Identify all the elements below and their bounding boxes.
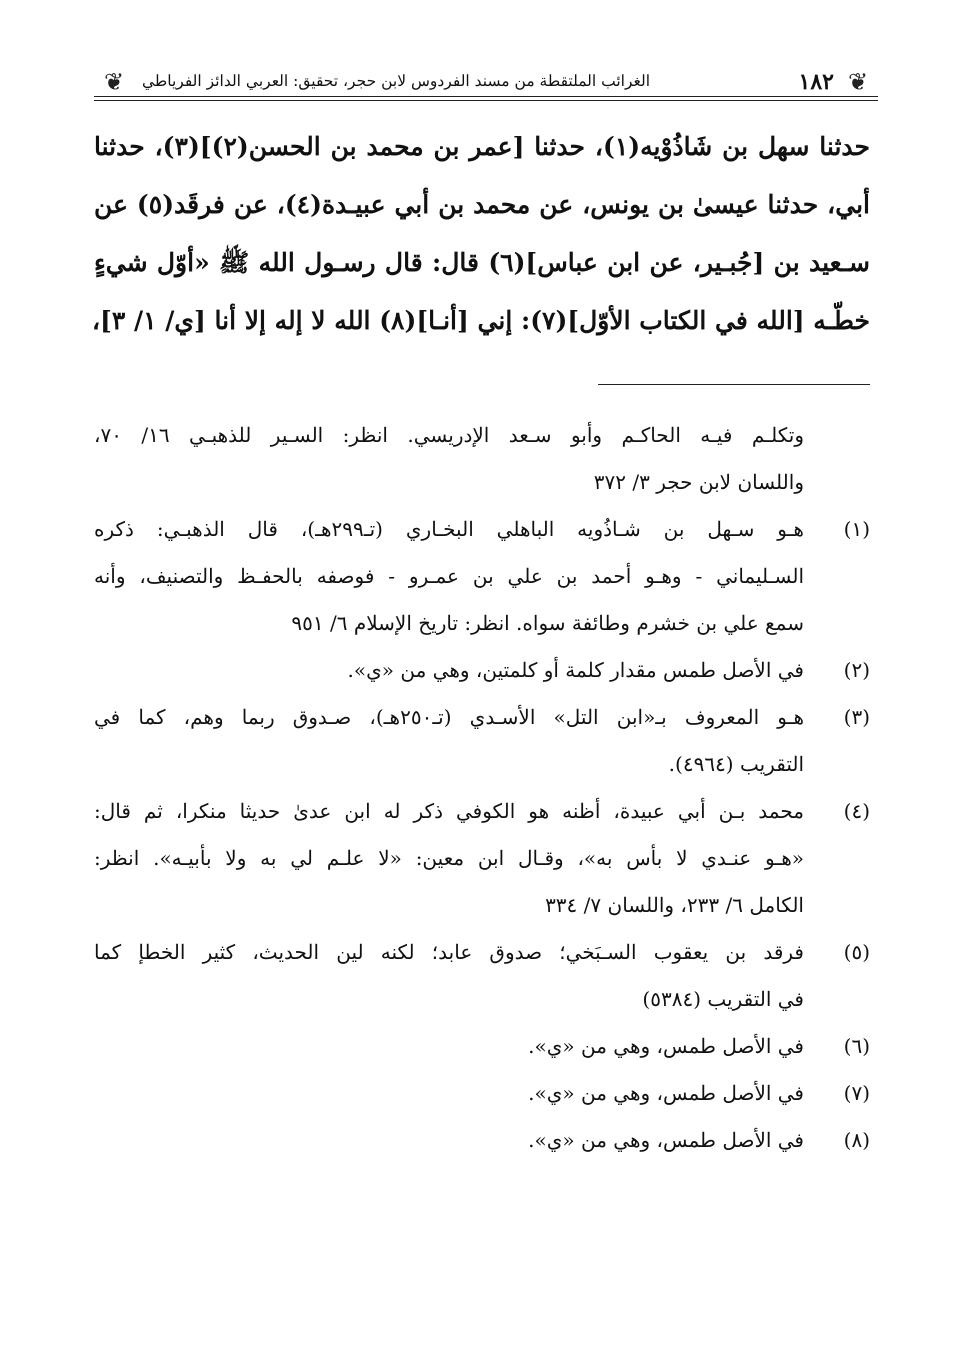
footnote-6 bbox=[94, 1023, 870, 1070]
footnote-line: السـليماني - وهـو أحمد بن علي بن عمـرو - فوصفه بالحفـظ والتصنيف، وأنه bbox=[94, 564, 804, 588]
footnote-2 bbox=[94, 647, 870, 694]
footnote-7 bbox=[94, 1070, 870, 1117]
floral-ornament-icon: ❦ bbox=[103, 68, 125, 96]
footnotes bbox=[94, 412, 870, 1164]
footnote-8 bbox=[94, 1117, 870, 1164]
footnote-line: وتكلـم فيـه الحاكـم وأبو سـعد الإدريسي. انظر: السـير للذهبـي ١٦/ ٧٠، bbox=[94, 423, 804, 447]
footnote-line: واللسان لابن حجر ٣/ ٣٧٢ bbox=[593, 470, 804, 494]
page-header bbox=[94, 66, 878, 100]
footnote-1 bbox=[94, 506, 870, 647]
footnote-number: (٦) bbox=[843, 1034, 870, 1058]
footnote-line: فرقد بن يعقوب السـبَخي؛ صدوق عابد؛ لكنه لين الحديث، كثير الخطإ كما bbox=[94, 940, 804, 964]
footnote-number: (٣) bbox=[843, 705, 870, 729]
footnote-number: (٤) bbox=[843, 799, 870, 823]
footnote-line: في الأصل طمس، وهي من «ي». bbox=[528, 1034, 804, 1058]
footnote-line: هـو سـهل بن شـاذُويه الباهلي البخـاري (تـ٢٩٩هـ)، قال الذهبـي: ذكره bbox=[94, 517, 804, 541]
footnote-number: (٨) bbox=[843, 1128, 870, 1152]
main-text-line: أبي، حدثنا عيسىٰ بن يونس، عن محمد بن أبي عبيـدة(٤)، عن فرقَد(٥) عن bbox=[94, 190, 870, 219]
floral-ornament-icon: ❦ bbox=[847, 68, 869, 96]
main-text-line: سـعيد بن [جُبـير، عن ابن عباس](٦) قال: قال رسـول الله ﷺ «أوّل شيءٍ bbox=[94, 248, 870, 277]
footnote-continuation bbox=[94, 412, 870, 506]
footnote-number: (٥) bbox=[843, 940, 870, 964]
footnote-line: هـو المعروف بـ«ابن التل» الأسـدي (تـ٢٥٠هـ)، صـدوق ربما وهم، كما في bbox=[94, 705, 804, 729]
footnote-line: سمع علي بن خشرم وطائفة سواه. انظر: تاريخ الإسلام ٦/ ٩٥١ bbox=[291, 611, 804, 635]
header-rule bbox=[94, 100, 878, 101]
footnote-line: في التقريب (٥٣٨٤) bbox=[642, 987, 804, 1011]
footnote-separator bbox=[598, 384, 870, 385]
footnote-line: الكامل ٦/ ٢٣٣، واللسان ٧/ ٣٣٤ bbox=[545, 893, 804, 917]
main-text-line: خطّـه [الله في الكتاب الأوّل](٧): إني [أنـا](٨) الله لا إله إلا أنا [ي/ ١/ ٣]، bbox=[91, 306, 870, 335]
footnote-line: في الأصل طمس مقدار كلمة أو كلمتين، وهي من «ي». bbox=[347, 658, 804, 682]
footnote-line: التقريب (٤٩٦٤). bbox=[668, 752, 804, 776]
header-rule bbox=[94, 96, 878, 97]
footnote-3 bbox=[94, 694, 870, 788]
footnote-4 bbox=[94, 788, 870, 929]
footnote-5 bbox=[94, 929, 870, 1023]
page-number: ١٨٢ bbox=[798, 69, 834, 95]
main-text-line: حدثنا سهل بن شَاذُوْيه(١)، حدثنا [عمر بن محمد بن الحسن(٢)](٣)، حدثنا bbox=[94, 132, 870, 161]
footnote-number: (١) bbox=[843, 517, 870, 541]
footnote-line: «هـو عنـدي لا بأس به»، وقـال ابن معين: «لا علـم لي به ولا بأبيـه». انظر: bbox=[94, 846, 804, 870]
footnote-number: (٢) bbox=[843, 658, 870, 682]
footnote-line: في الأصل طمس، وهي من «ي». bbox=[528, 1081, 804, 1105]
footnote-line: محمد بـن أبي عبيدة، أظنه هو الكوفي ذكر له ابن عدىٰ حديثا منكرا، ثم قال: bbox=[94, 799, 804, 823]
running-title: الغرائب الملتقطة من مسند الفردوس لابن حجر، تحقيق: العربي الدائز الفرياطي bbox=[142, 72, 651, 90]
main-text bbox=[91, 118, 870, 350]
footnote-number: (٧) bbox=[843, 1081, 870, 1105]
footnote-line: في الأصل طمس، وهي من «ي». bbox=[528, 1128, 804, 1152]
